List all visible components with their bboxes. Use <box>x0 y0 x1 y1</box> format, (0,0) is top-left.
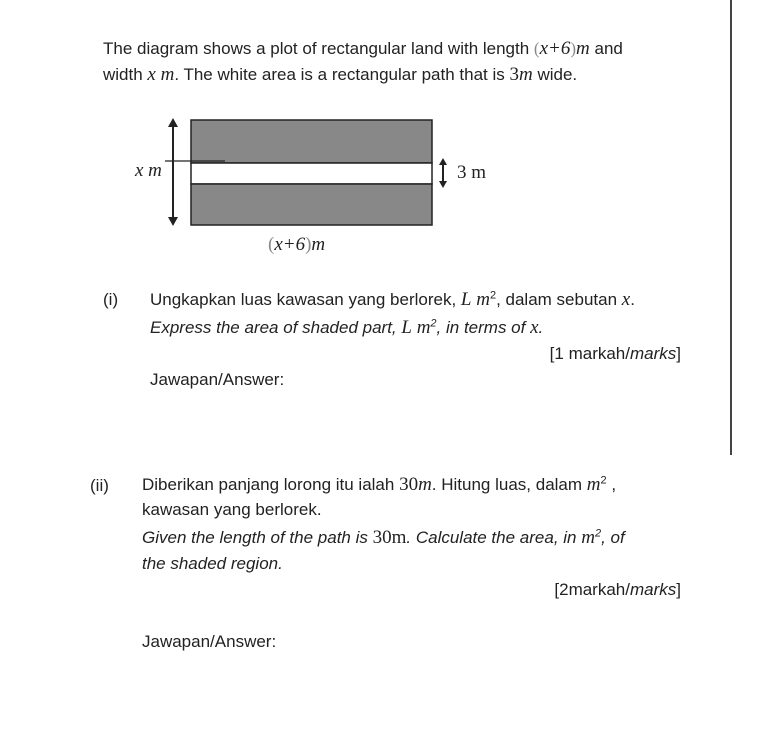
part-ii-malay-line-1: Diberikan panjang lorong itu ialah 30m. Hitung luas, dalam $m^2$ , <box>142 474 617 495</box>
land-diagram-body <box>125 112 455 232</box>
shaded-top-region <box>191 120 432 163</box>
part-ii-answer-label: Jawapan/Answer: <box>142 632 277 651</box>
part-i-answer-label: Jawapan/Answer: <box>150 370 285 389</box>
part-ii-number: (ii) <box>90 476 109 495</box>
length-label: (x+6)m <box>268 234 326 255</box>
x-arrow-head-up-icon <box>168 118 178 127</box>
part-ii-english-line-1: Given the length of the path is 30m. Calculate the area, in $m^2$, of <box>142 527 625 548</box>
part-ii-malay-line-2: kawasan yang berlorek. <box>142 500 322 519</box>
part-i-english: Express the area of shaded part, L $m^2$, in terms of x. <box>150 317 544 338</box>
part-i-marks: [1 markah/marks] <box>549 344 681 363</box>
part-i-malay: Ungkapkan luas kawasan yang berlorek, L $m^2$, dalam sebutan x. <box>150 289 635 310</box>
part-i-number: (i) <box>103 290 119 309</box>
path-width-label: 3 m <box>457 162 487 183</box>
page-edge-line <box>730 0 732 455</box>
three-m-arrow-up-icon <box>439 158 447 165</box>
path-region <box>191 163 432 184</box>
question-intro <box>103 36 623 88</box>
x-m-label: x m <box>135 160 162 181</box>
intro-line-1: The diagram shows a plot of rectangular land with length (x+6)m and <box>103 38 623 59</box>
shaded-bottom-region <box>191 184 432 225</box>
three-m-arrow-down-icon <box>439 181 447 188</box>
part-ii-english-line-2: the shaded region. <box>142 554 283 573</box>
intro-line-2: width x m. The white area is a rectangular path that is 3m wide. <box>103 64 578 85</box>
part-ii-marks: [2markah/marks] <box>554 580 681 599</box>
x-arrow-head-down-icon <box>168 217 178 226</box>
